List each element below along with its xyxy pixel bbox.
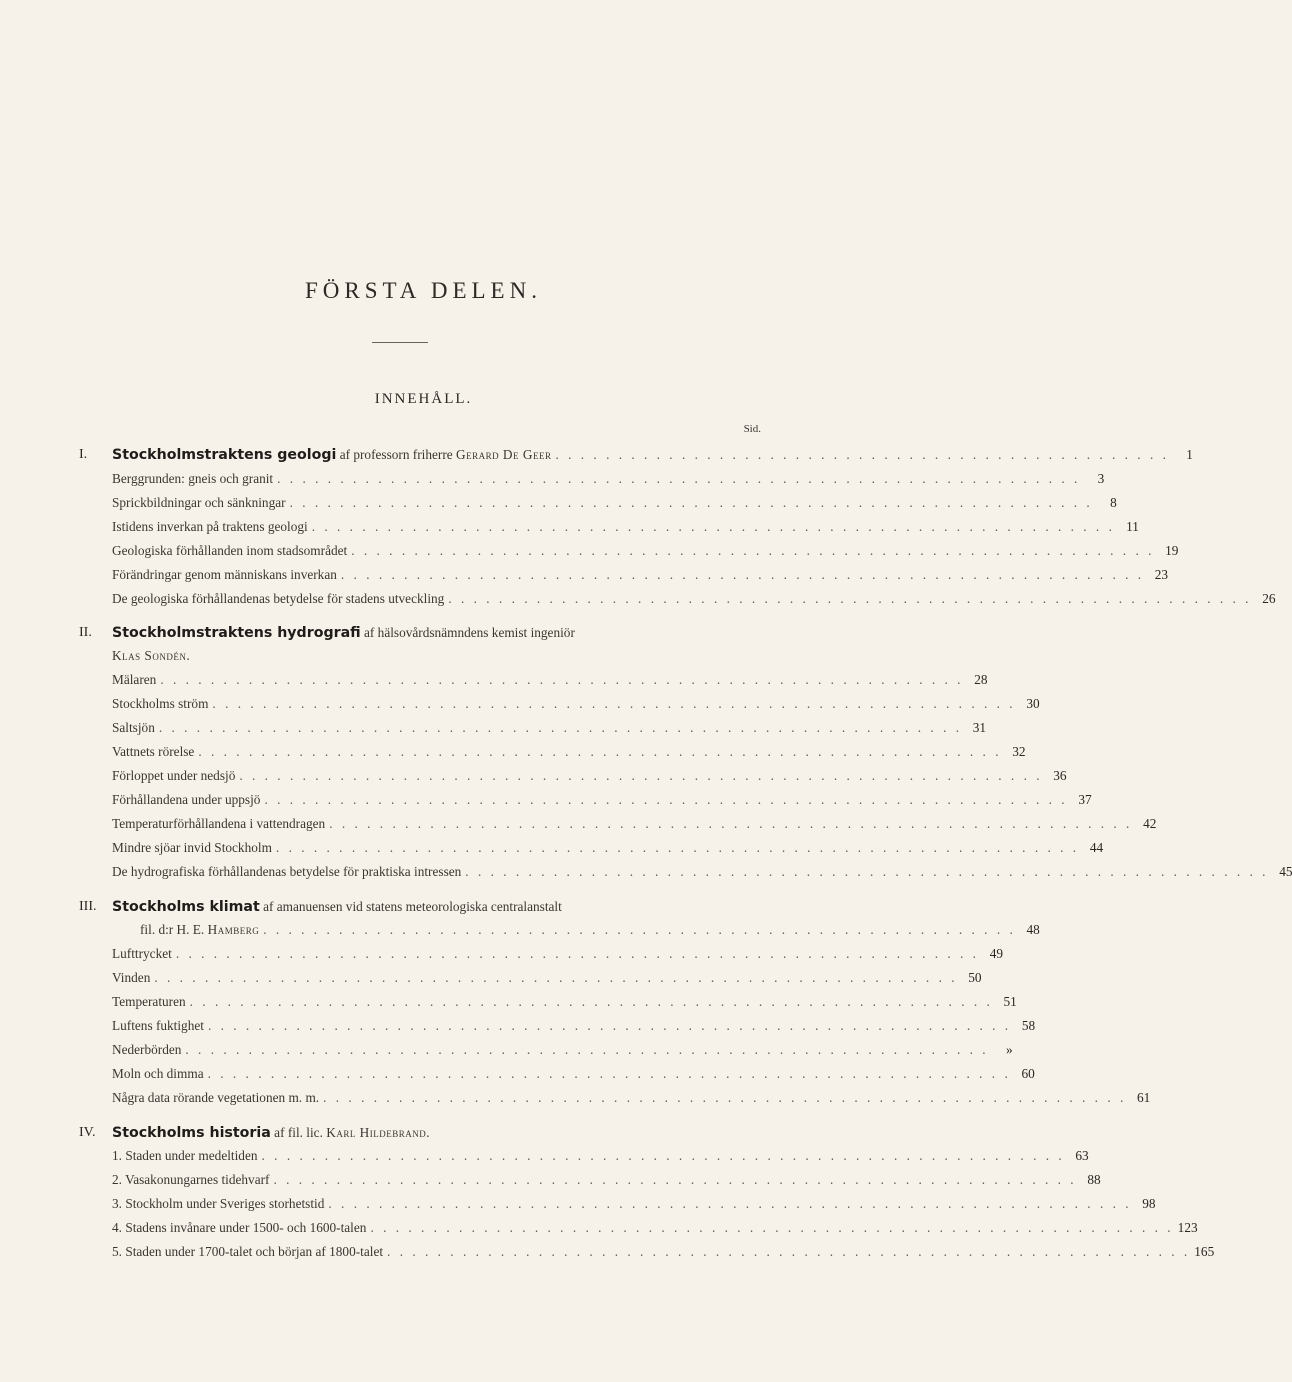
toc-entry: 5. Staden under 1700-talet och början af 1800-talet . . . . . . . . . . . . . . . . . . . . . . . . . . . . . . . . . . . . . . . . . . . . . . . . . . . . . . . . . . . . . . . . 165 <box>0 1240 847 1264</box>
page-number: 63 <box>1075 1148 1089 1163</box>
entry-title: Saltsjön <box>112 720 155 735</box>
entry-title: Vasakonungarnes tidehvarf <box>125 1172 270 1187</box>
toc-entry: Vattnets rörelse . . . . . . . . . . . . . . . . . . . . . . . . . . . . . . . . . . . . . . . . . . . . . . . . . . . . . . . . . . . . . . . . 32 <box>0 740 847 764</box>
toc-entry: Saltsjön . . . . . . . . . . . . . . . . . . . . . . . . . . . . . . . . . . . . . . . . . . . . . . . . . . . . . . . . . . . . . . . . 31 <box>0 716 847 740</box>
toc-entry: Mindre sjöar invid Stockholm . . . . . . . . . . . . . . . . . . . . . . . . . . . . . . . . . . . . . . . . . . . . . . . . . . . . . . . . . . . . . . . . 44 <box>0 836 847 860</box>
entry-number: 1. <box>112 1148 122 1163</box>
entry-number: 5. <box>112 1244 122 1259</box>
entry-title: Mindre sjöar invid Stockholm <box>112 840 272 855</box>
page-number: 1 <box>1186 447 1193 462</box>
section-title: Stockholmstraktens hydrografi <box>112 625 361 641</box>
page-number: » <box>1005 1042 1013 1057</box>
toc-entry: Istidens inverkan på traktens geologi . . . . . . . . . . . . . . . . . . . . . . . . . . . . . . . . . . . . . . . . . . . . . . . . . . . . . . . . . . . . . . . . 11 <box>0 515 847 539</box>
entry-title: Nederbörden <box>112 1042 182 1057</box>
section-heading <box>0 895 847 919</box>
page-number: 123 <box>1177 1220 1198 1235</box>
page-number: 42 <box>1143 816 1157 831</box>
section-numeral: I. <box>79 447 88 462</box>
toc-entry: Förändringar genom människans inverkan . . . . . . . . . . . . . . . . . . . . . . . . . . . . . . . . . . . . . . . . . . . . . . . . . . . . . . . . . . . . . . . . 23 <box>0 563 847 587</box>
toc-entry: Moln och dimma . . . . . . . . . . . . . . . . . . . . . . . . . . . . . . . . . . . . . . . . . . . . . . . . . . . . . . . . . . . . . . . . 60 <box>0 1062 847 1086</box>
section-author-intro: af professorn friherre <box>336 447 456 462</box>
page-number: 32 <box>1012 744 1026 759</box>
page-number: 45 <box>1279 864 1292 879</box>
page-number: 44 <box>1089 840 1104 855</box>
toc-entry: Lufttrycket . . . . . . . . . . . . . . . . . . . . . . . . . . . . . . . . . . . . . . . . . . . . . . . . . . . . . . . . . . . . . . . . 49 <box>0 942 847 966</box>
section-heading <box>0 621 847 645</box>
page-number: 88 <box>1087 1172 1101 1187</box>
section-author-name: Hamberg <box>207 922 260 937</box>
entry-title: Stockholm under Sveriges storhetstid <box>125 1196 325 1211</box>
entry-number: 3. <box>112 1196 122 1211</box>
page-number: 36 <box>1053 768 1067 783</box>
section-numeral: III. <box>79 899 97 914</box>
part-title: FÖRSTA DELEN. <box>305 278 542 303</box>
entry-title: Sprickbildningar och sänkningar <box>112 495 286 510</box>
toc-entry: Förhållandena under uppsjö . . . . . . . . . . . . . . . . . . . . . . . . . . . . . . . . . . . . . . . . . . . . . . . . . . . . . . . . . . . . . . . . 37 <box>0 788 847 812</box>
entry-number: 4. <box>112 1220 122 1235</box>
toc-entry: Temperaturförhållandena i vattendragen . . . . . . . . . . . . . . . . . . . . . . . . . . . . . . . . . . . . . . . . . . . . . . . . . . . . . . . . . . . . . . . . 42 <box>0 812 847 836</box>
section-author-name: Karl Hildebrand. <box>326 1125 431 1140</box>
entry-title: Förhållandena under uppsjö <box>112 792 261 807</box>
page-column-label: Sid. <box>743 423 761 435</box>
entry-title: Staden under 1700-talet och början af 1800-talet <box>125 1244 384 1259</box>
toc-entry: Förloppet under nedsjö . . . . . . . . . . . . . . . . . . . . . . . . . . . . . . . . . . . . . . . . . . . . . . . . . . . . . . . . . . . . . . . . 36 <box>0 764 847 788</box>
section-heading: I. Stockholmstraktens geologi af professorn friherre Gerard De Geer . . . . . . . . . . . . . . . . . . . . . . . . . . . . . . . . . . . . . . . . . . . . . . . . . 1 <box>0 443 847 467</box>
section-author-line: fil. d:r H. E. Hamberg . . . . . . . . . . . . . . . . . . . . . . . . . . . . . . . . . . . . . . . . . . . . . . . . . . . . . . . . . . . . 48 <box>0 918 847 942</box>
toc-entry: Luftens fuktighet . . . . . . . . . . . . . . . . . . . . . . . . . . . . . . . . . . . . . . . . . . . . . . . . . . . . . . . . . . . . . . . . 58 <box>0 1014 847 1038</box>
entry-title: Temperaturen <box>112 994 186 1009</box>
section-author-name: Klas Sondén. <box>112 648 191 663</box>
page-number: 23 <box>1154 567 1169 582</box>
page-number: 31 <box>972 720 987 735</box>
toc-entry: Berggrunden: gneis och granit . . . . . . . . . . . . . . . . . . . . . . . . . . . . . . . . . . . . . . . . . . . . . . . . . . . . . . . . . . . . . . . . 3 <box>0 467 847 491</box>
entry-title: Vattnets rörelse <box>112 744 195 759</box>
page-number: 8 <box>1110 495 1117 510</box>
toc-entry: Geologiska förhållanden inom stadsområdet . . . . . . . . . . . . . . . . . . . . . . . . . . . . . . . . . . . . . . . . . . . . . . . . . . . . . . . . . . . . . . . . 19 <box>0 539 847 563</box>
page-number: 3 <box>1097 471 1105 486</box>
entry-title: Istidens inverkan på traktens geologi <box>112 519 308 534</box>
toc-entry: Sprickbildningar och sänkningar . . . . . . . . . . . . . . . . . . . . . . . . . . . . . . . . . . . . . . . . . . . . . . . . . . . . . . . . . . . . . . . . 8 <box>0 491 847 515</box>
toc-entry: De hydrografiska förhållandenas betydelse för praktiska intressen . . . . . . . . . . . . . . . . . . . . . . . . . . . . . . . . . . . . . . . . . . . . . . . . . . . . . . . . . . . . . . . . 45 <box>0 860 847 884</box>
entry-title: Berggrunden: gneis och granit <box>112 471 274 486</box>
section-author-intro: af amanuensen vid statens meteorologiska centralanstalt <box>259 899 562 914</box>
page-number: 51 <box>1003 994 1017 1009</box>
entry-number: 2. <box>112 1172 122 1187</box>
entry-title: Luftens fuktighet <box>112 1018 204 1033</box>
page-number: 48 <box>1026 922 1040 937</box>
section-title: Stockholms historia <box>112 1125 271 1141</box>
page-number: 30 <box>1026 696 1040 711</box>
toc-entry: Några data rörande vegetationen m. m. . . . . . . . . . . . . . . . . . . . . . . . . . . . . . . . . . . . . . . . . . . . . . . . . . . . . . . . . . . . . . . . . 61 <box>0 1086 847 1110</box>
entry-title: Förändringar genom människans inverkan <box>112 567 337 582</box>
entry-title: Stadens invånare under 1500- och 1600-talen <box>125 1220 367 1235</box>
toc-heading: INNEHÅLL. <box>374 391 473 407</box>
page-number: 50 <box>968 970 982 985</box>
toc-entry: Vinden . . . . . . . . . . . . . . . . . . . . . . . . . . . . . . . . . . . . . . . . . . . . . . . . . . . . . . . . . . . . . . . . 50 <box>0 966 847 990</box>
page-number: 26 <box>1262 591 1276 606</box>
entry-title: Förloppet under nedsjö <box>112 768 236 783</box>
entry-title: Temperaturförhållandena i vattendragen <box>112 816 326 831</box>
page-number: 28 <box>974 672 988 687</box>
section-heading <box>0 1121 847 1145</box>
page-number: 11 <box>1126 519 1139 534</box>
section-author-intro: af fil. lic. <box>270 1125 327 1140</box>
toc-entry: Stockholms ström . . . . . . . . . . . . . . . . . . . . . . . . . . . . . . . . . . . . . . . . . . . . . . . . . . . . . . . . . . . . . . . . 30 <box>0 692 847 716</box>
page-number: 37 <box>1078 792 1092 807</box>
page-number: 98 <box>1142 1196 1156 1211</box>
entry-title: Mälaren <box>112 672 157 687</box>
toc-entry: 2. Vasakonungarnes tidehvarf . . . . . . . . . . . . . . . . . . . . . . . . . . . . . . . . . . . . . . . . . . . . . . . . . . . . . . . . . . . . . . . . 88 <box>0 1168 847 1192</box>
toc-entry: De geologiska förhållandenas betydelse för stadens utveckling . . . . . . . . . . . . . . . . . . . . . . . . . . . . . . . . . . . . . . . . . . . . . . . . . . . . . . . . . . . . . . . . 26 <box>0 587 847 611</box>
section-author-prefix: fil. d:r H. E. <box>140 922 208 937</box>
page-number: 49 <box>989 946 1003 961</box>
section-author-name: Gerard De Geer <box>456 447 552 462</box>
page-number: 165 <box>1194 1244 1215 1259</box>
page-number: 61 <box>1137 1090 1151 1105</box>
toc-entry: Temperaturen . . . . . . . . . . . . . . . . . . . . . . . . . . . . . . . . . . . . . . . . . . . . . . . . . . . . . . . . . . . . . . . . 51 <box>0 990 847 1014</box>
entry-title: Moln och dimma <box>112 1066 204 1081</box>
section-numeral: IV. <box>79 1125 96 1140</box>
page-number: 60 <box>1021 1066 1035 1081</box>
section-author-intro: af hälsovårdsnämndens kemist ingeniör <box>360 625 575 640</box>
toc-entry: Mälaren . . . . . . . . . . . . . . . . . . . . . . . . . . . . . . . . . . . . . . . . . . . . . . . . . . . . . . . . . . . . . . . . 28 <box>0 668 847 692</box>
entry-title: Staden under medeltiden <box>125 1148 258 1163</box>
entry-title: Vinden <box>112 970 151 985</box>
toc-entry: 1. Staden under medeltiden . . . . . . . . . . . . . . . . . . . . . . . . . . . . . . . . . . . . . . . . . . . . . . . . . . . . . . . . . . . . . . . . 63 <box>0 1144 847 1168</box>
entry-title: De hydrografiska förhållandenas betydelse för praktiska intressen <box>112 864 462 879</box>
entry-title: De geologiska förhållandenas betydelse för stadens utveckling <box>112 591 445 606</box>
section-numeral: II. <box>79 625 92 640</box>
toc-entry: 3. Stockholm under Sveriges storhetstid . . . . . . . . . . . . . . . . . . . . . . . . . . . . . . . . . . . . . . . . . . . . . . . . . . . . . . . . . . . . . . . . 98 <box>0 1192 847 1216</box>
entry-title: Några data rörande vegetationen m. m. <box>112 1090 320 1105</box>
section-title: Stockholms klimat <box>112 899 260 915</box>
entry-title: Stockholms ström <box>112 696 209 711</box>
section-title: Stockholmstraktens geologi <box>112 447 337 463</box>
toc-entry: 4. Stadens invånare under 1500- och 1600-talen . . . . . . . . . . . . . . . . . . . . . . . . . . . . . . . . . . . . . . . . . . . . . . . . . . . . . . . . . . . . . . . . 123 <box>0 1216 847 1240</box>
entry-title: Geologiska förhållanden inom stadsområdet <box>112 543 348 558</box>
toc-entry: Nederbörden . . . . . . . . . . . . . . . . . . . . . . . . . . . . . . . . . . . . . . . . . . . . . . . . . . . . . . . . . . . . . . . . » <box>0 1038 847 1062</box>
title-divider <box>372 342 428 343</box>
entry-title: Lufttrycket <box>112 946 172 961</box>
page-number: 19 <box>1165 543 1179 558</box>
page-number: 58 <box>1021 1018 1036 1033</box>
